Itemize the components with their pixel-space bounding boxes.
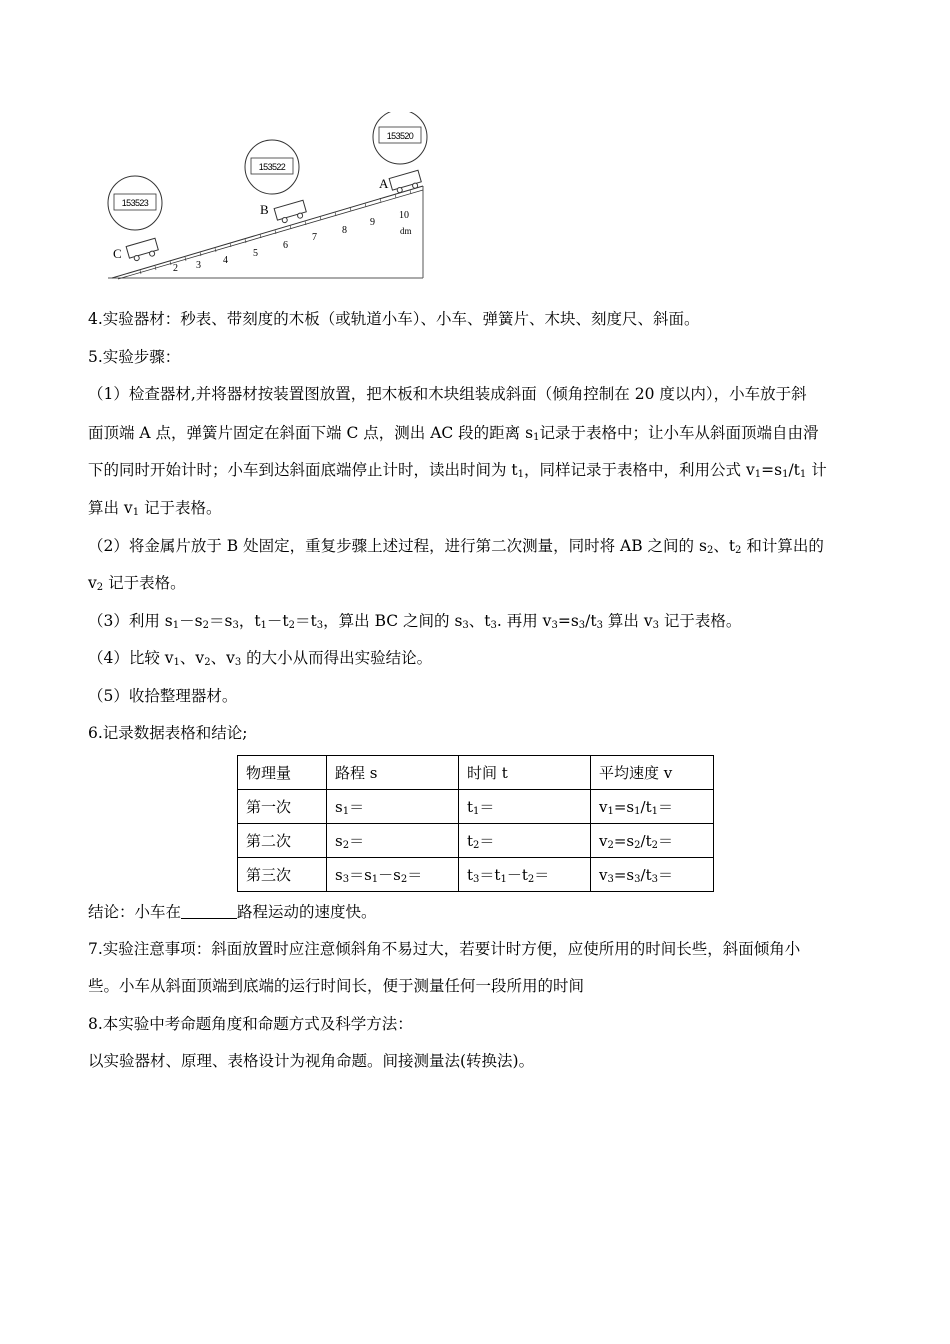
subscript: 2 [735, 545, 742, 556]
text: 和计算出的 [741, 537, 824, 555]
subscript: 1 [342, 806, 350, 817]
table-row-label: 第一次 [238, 790, 327, 824]
subscript: 1 [173, 657, 180, 668]
subscript: 3 [473, 874, 480, 885]
data-table [237, 755, 714, 892]
subscript: 1 [500, 874, 507, 885]
scale-mark-8: 8 [342, 225, 347, 236]
table-header-cell: 平均速度 v [591, 756, 714, 790]
text: . 再用 v [496, 612, 552, 630]
scale-mark-4: 4 [223, 255, 228, 266]
stopwatch-a-reading: 153520 [386, 131, 414, 141]
text: =s [761, 461, 783, 479]
scale-mark-5: 5 [253, 248, 258, 259]
subscript: 3 [651, 874, 658, 885]
text: 面顶端 A 点，弹簧片固定在斜面下端 C 点，测出 AC 段的距离 s [88, 424, 534, 442]
text: （3）利用 s [88, 612, 173, 630]
point-c-label: C [113, 246, 122, 261]
subscript: 2 [288, 620, 296, 631]
point-b-label: B [260, 202, 269, 217]
subscript: 1 [651, 806, 658, 817]
table-cell: $v_1=s_1/t_1=$ [591, 790, 714, 824]
subscript: 2 [634, 840, 641, 851]
subscript: 2 [202, 620, 209, 631]
scale-mark-2: 2 [173, 263, 178, 274]
incline-diagram [100, 112, 440, 284]
table-row-label: 第三次 [238, 858, 327, 892]
subscript: 1 [473, 806, 480, 817]
table-cell: $s_3=s_1-s_2=$ [327, 858, 459, 892]
section-6-title: 6.记录数据表格和结论; [88, 724, 248, 742]
text: ＝t [295, 612, 317, 630]
table-header-cell: 时间 t [459, 756, 591, 790]
step-1-line-1: （1）检查器材,并将器材按装置图放置，把木板和木块组装成斜面（倾角控制在 20 度以内），小车放于斜 [88, 385, 807, 403]
scale-mark-3: 3 [196, 260, 201, 271]
text: =s [557, 612, 579, 630]
cart-b [274, 200, 307, 224]
subscript: 2 [342, 840, 350, 851]
table-row [238, 790, 714, 824]
table-header-cell: 路程 s [327, 756, 459, 790]
text: －t [266, 612, 289, 630]
text: （4）比较 v [88, 649, 174, 667]
subscript: 3 [607, 874, 614, 885]
step-1-line-4 [88, 498, 868, 523]
section-4-materials: 4.实验器材：秒表、带刻度的木板（或轨道小车）、小车、弹簧片、木块、刻度尺、斜面。 [88, 310, 700, 328]
stopwatch-a [373, 112, 427, 164]
text: 算出 v [602, 612, 653, 630]
subscript: 3 [232, 620, 239, 631]
text: 、t [713, 537, 736, 555]
subscript: 1 [533, 432, 540, 443]
text: 计 [806, 461, 827, 479]
text: 路程运动的速度快。 [237, 903, 377, 921]
subscript: 1 [132, 507, 140, 518]
incline-experiment-figure [100, 112, 440, 284]
scale-mark-9: 9 [370, 217, 375, 228]
scale-mark-7: 7 [312, 232, 317, 243]
subscript: 1 [754, 469, 762, 480]
subscript: 3 [342, 874, 350, 885]
subscript: 3 [462, 620, 469, 631]
stopwatch-b-reading: 153522 [258, 162, 286, 172]
subscript: 3 [490, 620, 497, 631]
subscript: 1 [172, 620, 180, 631]
subscript: 1 [517, 469, 525, 480]
step-1-line-2 [88, 423, 868, 448]
text: ＝s [208, 612, 233, 630]
step-1-line-3 [88, 460, 868, 485]
table-row-label: 第二次 [238, 824, 327, 858]
text: 算出 v [88, 499, 133, 517]
subscript: 1 [782, 469, 789, 480]
subscript: 1 [260, 620, 267, 631]
subscript: 3 [316, 620, 324, 631]
answer-blank[interactable] [181, 904, 237, 919]
table-cell: $s_2=$ [327, 824, 459, 858]
subscript: 3 [551, 620, 558, 631]
section-5-title: 5.实验步骤： [88, 348, 181, 366]
subscript: 2 [527, 874, 535, 885]
table-cell: $t_3=t_1-t_2=$ [459, 858, 591, 892]
table-cell: $t_2=$ [459, 824, 591, 858]
section-8-title: 8.本实验中考命题角度和命题方式及科学方法： [88, 1015, 413, 1033]
section-7-line-1: 7.实验注意事项：斜面放置时应注意倾斜角不易过大，若要计时方便，应使所用的时间长些，斜面倾角小 [88, 940, 801, 958]
text: 记录于表格中；让小车从斜面顶端自由滑 [539, 424, 819, 442]
text: 记于表格。 [103, 574, 186, 592]
table-header-cell: 物理量 [238, 756, 327, 790]
text: ，同样记录于表格中，利用公式 v [524, 461, 755, 479]
step-3 [88, 611, 868, 636]
subscript: 2 [706, 545, 714, 556]
table-row [238, 824, 714, 858]
text: ，算出 BC 之间的 s [323, 612, 463, 630]
subscript: 2 [651, 840, 658, 851]
step-2-line-2 [88, 573, 868, 598]
text: 下的同时开始计时；小车到达斜面底端停止计时，读出时间为 t [88, 461, 518, 479]
step-2-line-1 [88, 536, 868, 561]
table-cell: $s_1=$ [327, 790, 459, 824]
stopwatch-c-reading: 153523 [121, 198, 149, 208]
text: ，t [238, 612, 261, 630]
subscript: 1 [371, 874, 379, 885]
text: （2）将金属片放于 B 处固定，重复步骤上述过程，进行第二次测量，同时将 AB 之间的 s [88, 537, 707, 555]
step-5: （5）收拾整理器材。 [88, 687, 238, 705]
subscript: 1 [799, 469, 807, 480]
text: 记于表格。 [139, 499, 222, 517]
subscript: 2 [204, 657, 211, 668]
subscript: 2 [400, 874, 408, 885]
subscript: 2 [96, 582, 104, 593]
subscript: 3 [234, 657, 242, 668]
table-header-row [238, 756, 714, 790]
table-cell: $v_2=s_2/t_2=$ [591, 824, 714, 858]
stopwatch-c [108, 176, 162, 230]
text: /t [788, 461, 800, 479]
subscript: 3 [578, 620, 586, 631]
section-7-line-2: 些。小车从斜面顶端到底端的运行时间长，便于测量任何一段所用的时间 [88, 977, 585, 995]
text: 、v [210, 649, 235, 667]
text: 记于表格。 [658, 612, 742, 630]
unit-label: dm [400, 226, 412, 236]
text: 结论：小车在 [88, 903, 182, 921]
text: v [88, 574, 97, 592]
table-cell: $t_1=$ [459, 790, 591, 824]
text: 、v [179, 649, 205, 667]
subscript: 3 [652, 620, 659, 631]
subscript: 1 [634, 806, 641, 817]
text: 的大小从而得出实验结论。 [241, 649, 433, 667]
conclusion [88, 902, 868, 922]
point-a-label: A [379, 176, 389, 191]
section-8-body: 以实验器材、原理、表格设计为视角命题。间接测量法(转换法)。 [88, 1052, 535, 1070]
scale-mark-10: 10 [399, 210, 409, 221]
table-cell: $v_3=s_3/t_3=$ [591, 858, 714, 892]
text: 、t [468, 612, 491, 630]
subscript: 3 [634, 874, 641, 885]
cart-c [126, 238, 159, 262]
subscript: 3 [596, 620, 603, 631]
step-4 [88, 648, 868, 673]
text: －s [179, 612, 203, 630]
text: /t [585, 612, 597, 630]
scale-mark-6: 6 [283, 240, 288, 251]
table-row [238, 858, 714, 892]
stopwatch-b [245, 140, 299, 194]
subscript: 2 [607, 840, 614, 851]
subscript: 2 [473, 840, 480, 851]
subscript: 1 [607, 806, 614, 817]
